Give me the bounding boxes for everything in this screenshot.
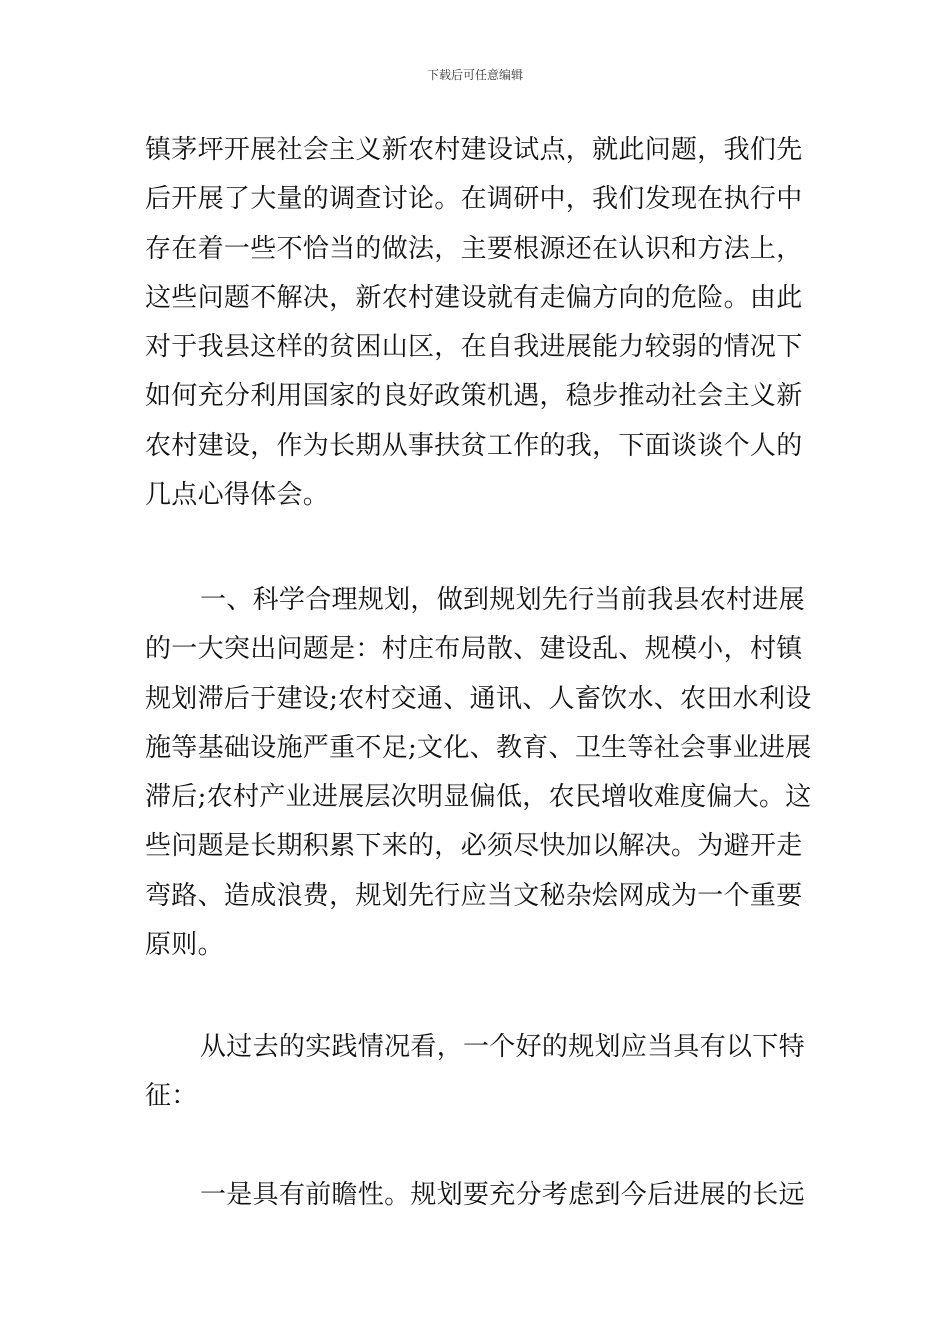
text-line: 如何充分利用国家的良好政策机遇，稳步推动社会主义新: [145, 381, 803, 412]
text-line: 滞后;农村产业进展层次明显偏低，农民增收难度偏大。这: [145, 782, 812, 813]
text-line: 几点心得体会。: [145, 480, 330, 511]
paragraph-4: [145, 1171, 815, 1220]
text-line: 弯路、造成浪费，规划先行应当文秘杂烩网成为一个重要: [145, 880, 803, 911]
text-line: 征：: [145, 1081, 198, 1112]
text-line: 这些问题不解决，新农村建设就有走偏方向的危险。由此: [145, 282, 803, 313]
text-line: 一是具有前瞻性。规划要充分考虑到今后进展的长远: [200, 1180, 805, 1210]
text-line: 后开展了大量的调查讨论。在调研中，我们发现在执行中: [145, 184, 803, 215]
text-line: 对于我县这样的贫困山区，在自我进展能力较弱的情况下: [145, 332, 803, 363]
text-line: 镇茅坪开展社会主义新农村建设试点，就此问题，我们先: [145, 135, 803, 165]
text-line: 农村建设，作为长期从事扶贫工作的我，下面谈谈个人的: [145, 430, 803, 461]
text-line: 的一大突出问题是：村庄布局散、建设乱、规模小，村镇: [145, 634, 803, 665]
text-line: 从过去的实践情况看，一个好的规划应当具有以下特: [200, 1032, 805, 1062]
text-line: 存在着一些不恰当的做法，主要根源还在认识和方法上，: [145, 233, 803, 264]
text-line: 施等基础设施严重不足;文化、教育、卫生等社会事业进展: [145, 732, 812, 763]
paragraph-3: [145, 1023, 815, 1122]
text-line: 一、科学合理规划，做到规划先行当前我县农村进展: [200, 585, 805, 615]
text-line: 规划滞后于建设;农村交通、通讯、人畜饮水、农田水利设: [145, 683, 812, 714]
text-line: 些问题是长期积累下来的，必须尽快加以解决。为避开走: [145, 831, 803, 862]
header-note: 下载后可任意编辑: [426, 68, 523, 82]
text-line: 原则。: [145, 930, 224, 961]
paragraph-2: [145, 576, 815, 970]
paragraph-1: [145, 126, 815, 520]
